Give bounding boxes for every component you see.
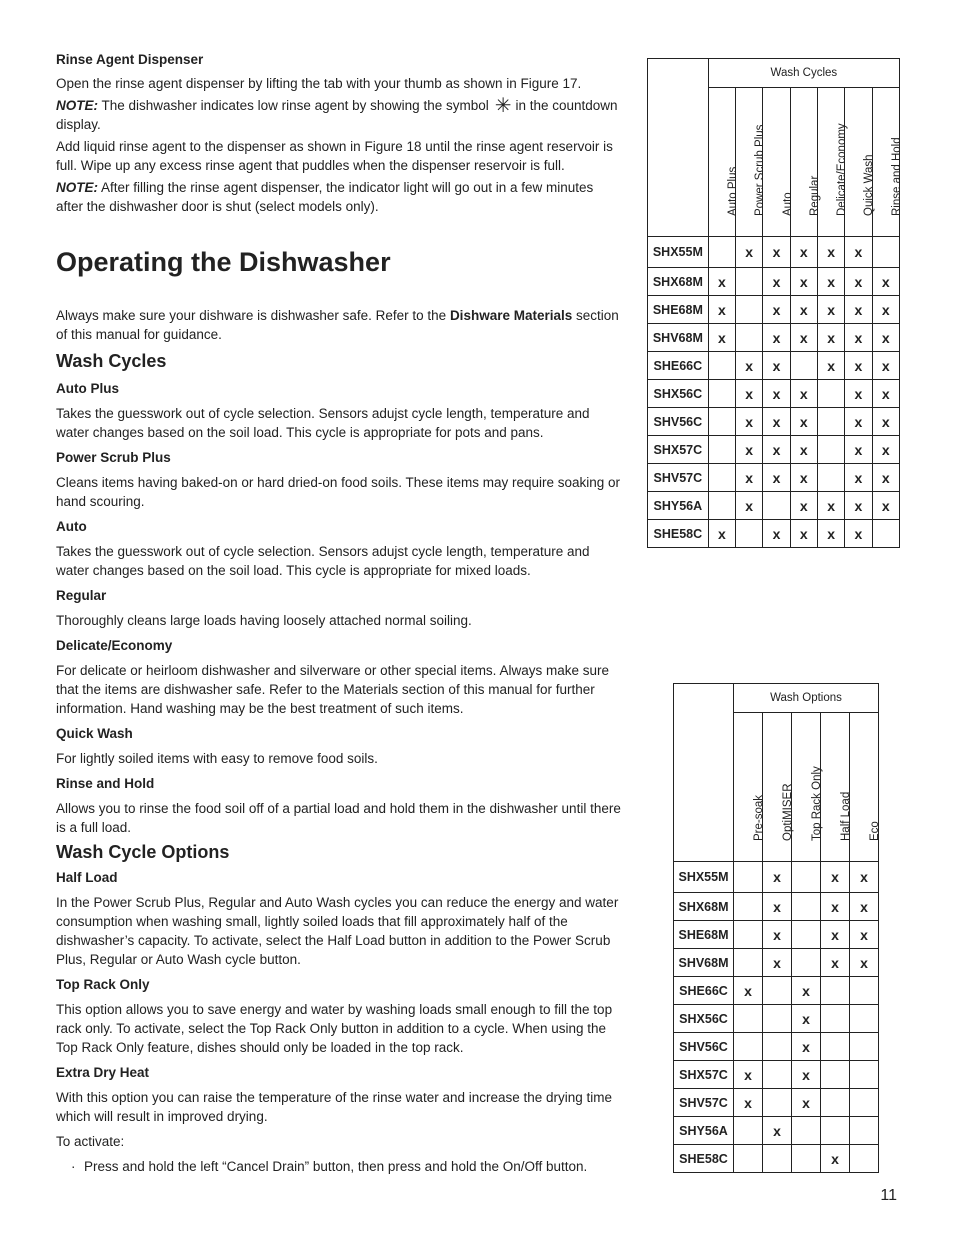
table-row xyxy=(648,324,900,352)
mark-cell: x xyxy=(821,921,850,949)
column-header xyxy=(850,713,879,862)
option-title: Top Rack Only xyxy=(56,977,150,992)
option-title: Half Load xyxy=(56,870,118,885)
mark-cell xyxy=(850,1005,879,1033)
mark-cell: x xyxy=(763,268,790,296)
table-row xyxy=(674,893,879,921)
model-cell: SHX57C xyxy=(648,436,709,464)
mark-cell: x xyxy=(763,352,790,380)
mark-cell: x xyxy=(792,977,821,1005)
mark-cell xyxy=(708,380,735,408)
column-header-label: Auto xyxy=(781,192,794,216)
mark-cell: x xyxy=(763,862,792,893)
column-header xyxy=(734,713,763,862)
model-cell: SHX57C xyxy=(674,1061,734,1089)
bullet-icon: · xyxy=(71,1159,76,1174)
mark-cell xyxy=(708,492,735,520)
column-header-label: Half Load xyxy=(840,791,852,841)
column-header xyxy=(763,713,792,862)
table-row xyxy=(648,268,900,296)
mark-cell xyxy=(708,237,735,268)
mark-cell: x xyxy=(763,893,792,921)
option-description: Cleans items having baked-on or hard dried-on food soils. These items may require soaking or hand scouring. xyxy=(56,475,621,509)
mark-cell xyxy=(850,1117,879,1145)
table-row xyxy=(674,1033,879,1061)
column-header-label: Top Rack Only xyxy=(811,766,823,841)
column-header-label: Quick Wash xyxy=(863,154,876,216)
mark-cell xyxy=(850,977,879,1005)
table-row xyxy=(648,380,900,408)
mark-cell: x xyxy=(708,296,735,324)
mark-cell: x xyxy=(736,408,763,436)
table-row xyxy=(648,492,900,520)
table-title: Wash Cycles xyxy=(708,59,899,88)
mark-cell: x xyxy=(763,237,790,268)
mark-cell xyxy=(821,1089,850,1117)
mark-cell: x xyxy=(845,352,872,380)
column-header xyxy=(763,88,794,237)
table-row xyxy=(674,1145,879,1173)
mark-cell xyxy=(734,1145,763,1173)
mark-cell: x xyxy=(763,324,790,352)
text-column xyxy=(56,50,621,1176)
mark-cell: x xyxy=(708,324,735,352)
model-cell: SHY56A xyxy=(674,1117,734,1145)
column-header-label: Power Scrub Plus xyxy=(754,124,767,216)
model-cell: SHV56C xyxy=(674,1033,734,1061)
column-header-label: Delicate/Economy xyxy=(836,123,849,216)
mark-cell xyxy=(821,1005,850,1033)
mark-cell: x xyxy=(790,520,817,548)
model-cell: SHV68M xyxy=(648,324,709,352)
intro-paragraph: Always make sure your dishware is dishwasher safe. Refer to the Dishware Materials section of this manual for guidance. xyxy=(56,308,619,342)
option-description: Thoroughly cleans large loads having loosely attached normal soiling. xyxy=(56,613,472,628)
mark-cell xyxy=(850,1033,879,1061)
mark-cell xyxy=(763,1145,792,1173)
mark-cell xyxy=(736,296,763,324)
mark-cell: x xyxy=(792,1061,821,1089)
model-cell: SHE58C xyxy=(648,520,709,548)
mark-cell: x xyxy=(763,380,790,408)
option-description: With this option you can raise the temperature of the rinse water and increase the drying time which will result in improved drying. xyxy=(56,1090,613,1124)
mark-cell: x xyxy=(708,520,735,548)
mark-cell: x xyxy=(817,324,844,352)
mark-cell xyxy=(734,949,763,977)
table-row xyxy=(674,1005,879,1033)
wash-cycles-heading: Wash Cycles xyxy=(56,351,167,371)
model-cell: SHV56C xyxy=(648,408,709,436)
model-cell: SHE58C xyxy=(674,1145,734,1173)
mark-cell: x xyxy=(790,380,817,408)
to-activate: To activate: xyxy=(56,1134,125,1149)
option-title: Quick Wash xyxy=(56,726,133,741)
mark-cell xyxy=(792,862,821,893)
page-number: 11 xyxy=(880,1187,897,1204)
mark-cell xyxy=(792,893,821,921)
mark-cell: x xyxy=(734,1089,763,1117)
mark-cell: x xyxy=(850,893,879,921)
mark-cell xyxy=(872,237,899,268)
mark-cell: x xyxy=(850,921,879,949)
model-cell: SHE68M xyxy=(674,921,734,949)
option-description: Takes the guesswork out of cycle selection. Sensors adujst cycle length, temperature and water changes based on the soil load. This cycle is appropriate for mixed loads. xyxy=(56,544,590,578)
mark-cell xyxy=(736,324,763,352)
option-description: Allows you to rinse the food soil off of a partial load and hold them in the dishwasher until there is a full load. xyxy=(56,801,621,835)
option-description: For lightly soiled items with easy to remove food soils. xyxy=(56,751,378,766)
note-label: NOTE: xyxy=(56,98,98,113)
mark-cell: x xyxy=(845,237,872,268)
rinse-note-1: NOTE: The dishwasher indicates low rinse agent by showing the symbol ✳ in the countdown display. xyxy=(56,95,618,132)
mark-cell: x xyxy=(845,408,872,436)
mark-cell: x xyxy=(850,949,879,977)
column-header xyxy=(708,88,739,237)
mark-cell: x xyxy=(763,949,792,977)
model-cell: SHE68M xyxy=(648,296,709,324)
mark-cell: x xyxy=(763,464,790,492)
mark-cell: x xyxy=(821,949,850,977)
mark-cell: x xyxy=(872,380,899,408)
column-header xyxy=(872,88,903,237)
mark-cell xyxy=(821,1117,850,1145)
mark-cell xyxy=(792,949,821,977)
mark-cell: x xyxy=(845,520,872,548)
mark-cell: x xyxy=(792,1089,821,1117)
mark-cell: x xyxy=(872,268,899,296)
table-row xyxy=(648,436,900,464)
option-title: Auto xyxy=(56,519,87,534)
page-title: Operating the Dishwasher xyxy=(56,247,391,277)
rinse-paragraph-1: Open the rinse agent dispenser by lifting the tab with your thumb as shown in Figure 17. xyxy=(56,76,582,91)
mark-cell xyxy=(734,1117,763,1145)
option-title: Power Scrub Plus xyxy=(56,450,171,465)
mark-cell xyxy=(821,1061,850,1089)
mark-cell: x xyxy=(817,352,844,380)
column-header xyxy=(817,88,849,237)
option-title: Rinse and Hold xyxy=(56,776,155,791)
mark-cell: x xyxy=(763,296,790,324)
mark-cell xyxy=(850,1145,879,1173)
mark-cell: x xyxy=(736,492,763,520)
model-cell: SHE66C xyxy=(648,352,709,380)
mark-cell: x xyxy=(845,296,872,324)
mark-cell xyxy=(792,1117,821,1145)
table-row xyxy=(648,237,900,268)
column-header-label: Rinse and Hold xyxy=(890,137,903,216)
mark-cell xyxy=(817,380,844,408)
mark-cell xyxy=(736,520,763,548)
model-cell: SHX68M xyxy=(674,893,734,921)
mark-cell xyxy=(708,464,735,492)
table-row xyxy=(674,1061,879,1089)
wash-options-list xyxy=(56,868,621,1126)
mark-cell xyxy=(708,352,735,380)
table-row xyxy=(674,949,879,977)
model-cell: SHX68M xyxy=(648,268,709,296)
table-row xyxy=(674,1117,879,1145)
mark-cell: x xyxy=(790,436,817,464)
mark-cell xyxy=(734,1033,763,1061)
mark-cell: x xyxy=(736,352,763,380)
mark-cell: x xyxy=(845,436,872,464)
mark-cell xyxy=(763,492,790,520)
mark-cell: x xyxy=(821,1145,850,1173)
wash-options-heading: Wash Cycle Options xyxy=(56,842,230,862)
mark-cell xyxy=(734,862,763,893)
mark-cell xyxy=(763,1005,792,1033)
model-cell: SHV57C xyxy=(648,464,709,492)
mark-cell: x xyxy=(790,324,817,352)
mark-cell: x xyxy=(872,464,899,492)
table-row xyxy=(648,520,900,548)
mark-cell xyxy=(734,893,763,921)
mark-cell: x xyxy=(790,464,817,492)
mark-cell xyxy=(763,977,792,1005)
mark-cell: x xyxy=(736,237,763,268)
wash-cycles-table xyxy=(647,58,903,548)
mark-cell: x xyxy=(872,324,899,352)
option-title: Regular xyxy=(56,588,107,603)
mark-cell: x xyxy=(850,862,879,893)
model-cell: SHV57C xyxy=(674,1089,734,1117)
note-label: NOTE: xyxy=(56,180,98,195)
mark-cell: x xyxy=(872,492,899,520)
column-header xyxy=(792,713,821,862)
model-cell: SHV68M xyxy=(674,949,734,977)
wash-options-table xyxy=(673,683,879,1173)
mark-cell: x xyxy=(736,380,763,408)
table-title: Wash Options xyxy=(734,684,879,713)
mark-cell xyxy=(821,1033,850,1061)
option-description: In the Power Scrub Plus, Regular and Auto Wash cycles you can reduce the energy and water consumption when washing small, lightly soiled loads that fill approximately half of the dishwasher’s capacity. To activate, select the Half Load button in addition to the Power Scrub Plus, Regular or Auto Wash cycle button. xyxy=(56,895,619,967)
column-header-label: Eco xyxy=(869,821,881,841)
mark-cell: x xyxy=(845,464,872,492)
option-title: Auto Plus xyxy=(56,381,119,396)
model-cell: SHX56C xyxy=(674,1005,734,1033)
mark-cell xyxy=(763,1061,792,1089)
mark-cell xyxy=(734,1005,763,1033)
mark-cell: x xyxy=(872,352,899,380)
option-description: For delicate or heirloom dishwasher and silverware or other special items. Always make sure that the items are dishwasher safe. Refer to the Materials section of this manual for further information. Hand washing may be the best treatment of such items. xyxy=(56,663,609,716)
table-row xyxy=(648,296,900,324)
mark-cell: x xyxy=(790,492,817,520)
mark-cell: x xyxy=(763,921,792,949)
mark-cell: x xyxy=(845,324,872,352)
option-title: Delicate/Economy xyxy=(56,638,173,653)
mark-cell xyxy=(850,1061,879,1089)
mark-cell xyxy=(821,977,850,1005)
column-header-label: Regular xyxy=(808,175,821,216)
mark-cell xyxy=(708,436,735,464)
column-header-label: Pre-soak xyxy=(753,794,765,841)
mark-cell: x xyxy=(817,520,844,548)
mark-cell: x xyxy=(821,862,850,893)
mark-cell: x xyxy=(817,296,844,324)
mark-cell: x xyxy=(817,237,844,268)
table-row xyxy=(648,464,900,492)
table-row xyxy=(648,408,900,436)
mark-cell: x xyxy=(763,1117,792,1145)
mark-cell xyxy=(763,1033,792,1061)
column-header xyxy=(845,88,876,237)
mark-cell: x xyxy=(790,408,817,436)
column-header xyxy=(790,88,821,237)
mark-cell: x xyxy=(845,492,872,520)
mark-cell xyxy=(792,921,821,949)
model-cell: SHX55M xyxy=(674,862,734,893)
table-row xyxy=(674,921,879,949)
column-header xyxy=(821,713,850,862)
option-title: Extra Dry Heat xyxy=(56,1065,150,1080)
rinse-paragraph-2: Add liquid rinse agent to the dispenser as shown in Figure 18 until the rinse agent reservoir is full. Wipe up any excess rinse agent that puddles when the dispenser reservoir is full. xyxy=(56,139,613,173)
mark-cell xyxy=(850,1089,879,1117)
mark-cell: x xyxy=(734,977,763,1005)
mark-cell xyxy=(763,1089,792,1117)
wash-cycles-list xyxy=(56,379,621,837)
mark-cell: x xyxy=(845,268,872,296)
rinse-note-2: NOTE: After filling the rinse agent dispenser, the indicator light will go out in a few minutes after the dishwasher door is shut (select models only). xyxy=(56,180,594,214)
model-cell: SHX55M xyxy=(648,237,709,268)
mark-cell xyxy=(872,520,899,548)
table-row xyxy=(674,977,879,1005)
mark-cell: x xyxy=(792,1005,821,1033)
mark-cell: x xyxy=(821,893,850,921)
mark-cell: x xyxy=(736,464,763,492)
mark-cell: x xyxy=(736,436,763,464)
model-cell: SHX56C xyxy=(648,380,709,408)
mark-cell: x xyxy=(872,436,899,464)
corner-cell xyxy=(648,59,709,237)
mark-cell xyxy=(817,464,844,492)
mark-cell: x xyxy=(792,1033,821,1061)
mark-cell: x xyxy=(817,492,844,520)
mark-cell xyxy=(736,268,763,296)
mark-cell xyxy=(817,408,844,436)
column-header-label: Auto Plus xyxy=(726,166,739,216)
model-cell: SHE66C xyxy=(674,977,734,1005)
mark-cell: x xyxy=(790,268,817,296)
mark-cell: x xyxy=(734,1061,763,1089)
table-row xyxy=(648,352,900,380)
mark-cell xyxy=(792,1145,821,1173)
mark-cell: x xyxy=(790,237,817,268)
mark-cell: x xyxy=(845,380,872,408)
mark-cell: x xyxy=(790,296,817,324)
rinse-heading: Rinse Agent Dispenser xyxy=(56,52,204,67)
option-description: Takes the guesswork out of cycle selection. Sensors adujst cycle length, temperature and water changes based on the soil load. This cycle is appropriate for pots and pans. xyxy=(56,406,590,440)
mark-cell xyxy=(790,352,817,380)
mark-cell xyxy=(734,921,763,949)
option-description: This option allows you to save energy and water by washing loads small enough to fill the top rack only. To activate, select the Top Rack Only button in addition to a cycle. When using the Top Rack Only feature, dishes should only be loaded in the top rack. xyxy=(56,1002,613,1055)
mark-cell: x xyxy=(763,436,790,464)
model-cell: SHY56A xyxy=(648,492,709,520)
mark-cell: x xyxy=(763,408,790,436)
mark-cell: x xyxy=(872,296,899,324)
mark-cell xyxy=(708,408,735,436)
mark-cell: x xyxy=(708,268,735,296)
column-header xyxy=(736,88,767,237)
column-header-label: OptiMISER xyxy=(782,783,794,841)
mark-cell xyxy=(817,436,844,464)
activate-bullet: · Press and hold the left “Cancel Drain” button, then press and hold the On/Off button. xyxy=(56,1157,621,1176)
table-row xyxy=(674,1089,879,1117)
mark-cell: x xyxy=(763,520,790,548)
mark-cell: x xyxy=(872,408,899,436)
mark-cell: x xyxy=(817,268,844,296)
table-row xyxy=(674,862,879,893)
corner-cell xyxy=(674,684,734,862)
rinse-agent-symbol-icon: ✳ xyxy=(494,95,512,117)
